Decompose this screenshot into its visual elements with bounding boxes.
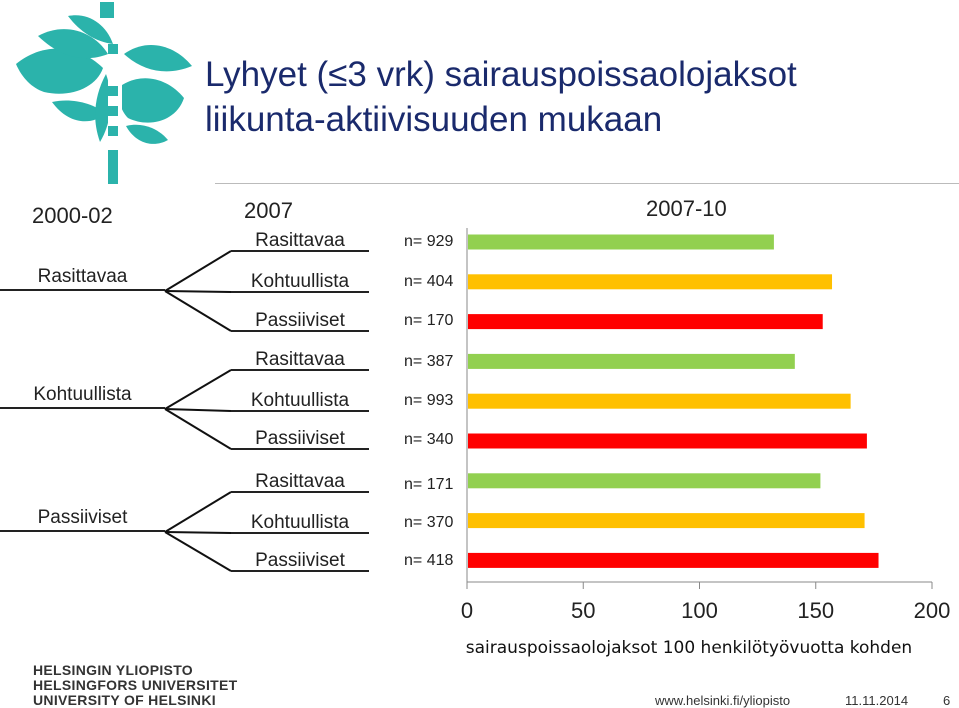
group-2007-kohtuullista-1: Kohtuullista — [231, 271, 369, 293]
university-name-en: UNIVERSITY OF HELSINKI — [33, 692, 216, 708]
group-2007-kohtuullista-3: Kohtuullista — [231, 512, 369, 534]
slide-title-line2: liikunta-aktiivisuuden mukaan — [205, 100, 663, 139]
n-label: n= 370 — [404, 514, 454, 531]
bar-yellow — [468, 513, 865, 528]
n-label: n= 418 — [404, 552, 454, 569]
bar-red — [468, 434, 867, 449]
bar-green — [468, 235, 774, 250]
x-tick-label: 150 — [797, 598, 835, 623]
footer-url[interactable]: www.helsinki.fi/yliopisto — [655, 693, 791, 708]
bar-yellow — [468, 274, 832, 289]
group-2007-kohtuullista-2: Kohtuullista — [231, 390, 369, 412]
footer-date: 11.11.2014 — [845, 693, 909, 708]
group-2000-passiiviset: Passiiviset — [0, 505, 165, 532]
group-2007-rasittavaa-3: Rasittavaa — [231, 471, 369, 493]
x-axis-label: sairauspoissaolojaksot 100 henkilötyövuotta kohden — [465, 638, 913, 658]
n-label: n= 404 — [404, 273, 454, 290]
n-label: n= 929 — [404, 233, 454, 250]
bar-yellow — [468, 394, 851, 409]
n-label: n= 170 — [404, 312, 454, 329]
header-2007-10: 2007-10 — [646, 196, 727, 221]
group-2007-rasittavaa-2: Rasittavaa — [231, 349, 369, 371]
group-2007-passiiviset-1: Passiiviset — [231, 310, 369, 332]
x-tick-label: 100 — [681, 598, 718, 623]
n-label: n= 387 — [404, 353, 454, 370]
group-2007-rasittavaa-1: Rasittavaa — [231, 230, 369, 252]
header-2000-02: 2000-02 — [32, 203, 113, 228]
group-2000-kohtuullista: Kohtuullista — [0, 382, 165, 409]
group-2000-rasittavaa: Rasittavaa — [0, 264, 165, 291]
bar-green — [468, 354, 795, 369]
bar-green — [468, 473, 820, 488]
bar-red — [468, 553, 879, 568]
university-name-fi: HELSINGIN YLIOPISTO — [33, 662, 193, 678]
slide-title-line1: Lyhyet (≤3 vrk) sairauspoissaolojaksot — [205, 55, 797, 94]
group-2007-passiiviset-2: Passiiviset — [231, 428, 369, 450]
header-2007: 2007 — [244, 198, 293, 223]
x-tick-label: 0 — [460, 598, 474, 623]
n-label: n= 993 — [404, 392, 454, 409]
university-name-sv: HELSINGFORS UNIVERSITET — [33, 677, 238, 693]
x-tick-label: 50 — [571, 598, 596, 623]
group-2007-passiiviset-3: Passiiviset — [231, 550, 369, 572]
bar-red — [468, 314, 823, 329]
n-label: n= 171 — [404, 476, 454, 493]
n-label: n= 340 — [404, 431, 454, 448]
page-number: 6 — [943, 693, 951, 708]
x-tick-label: 200 — [913, 598, 951, 623]
